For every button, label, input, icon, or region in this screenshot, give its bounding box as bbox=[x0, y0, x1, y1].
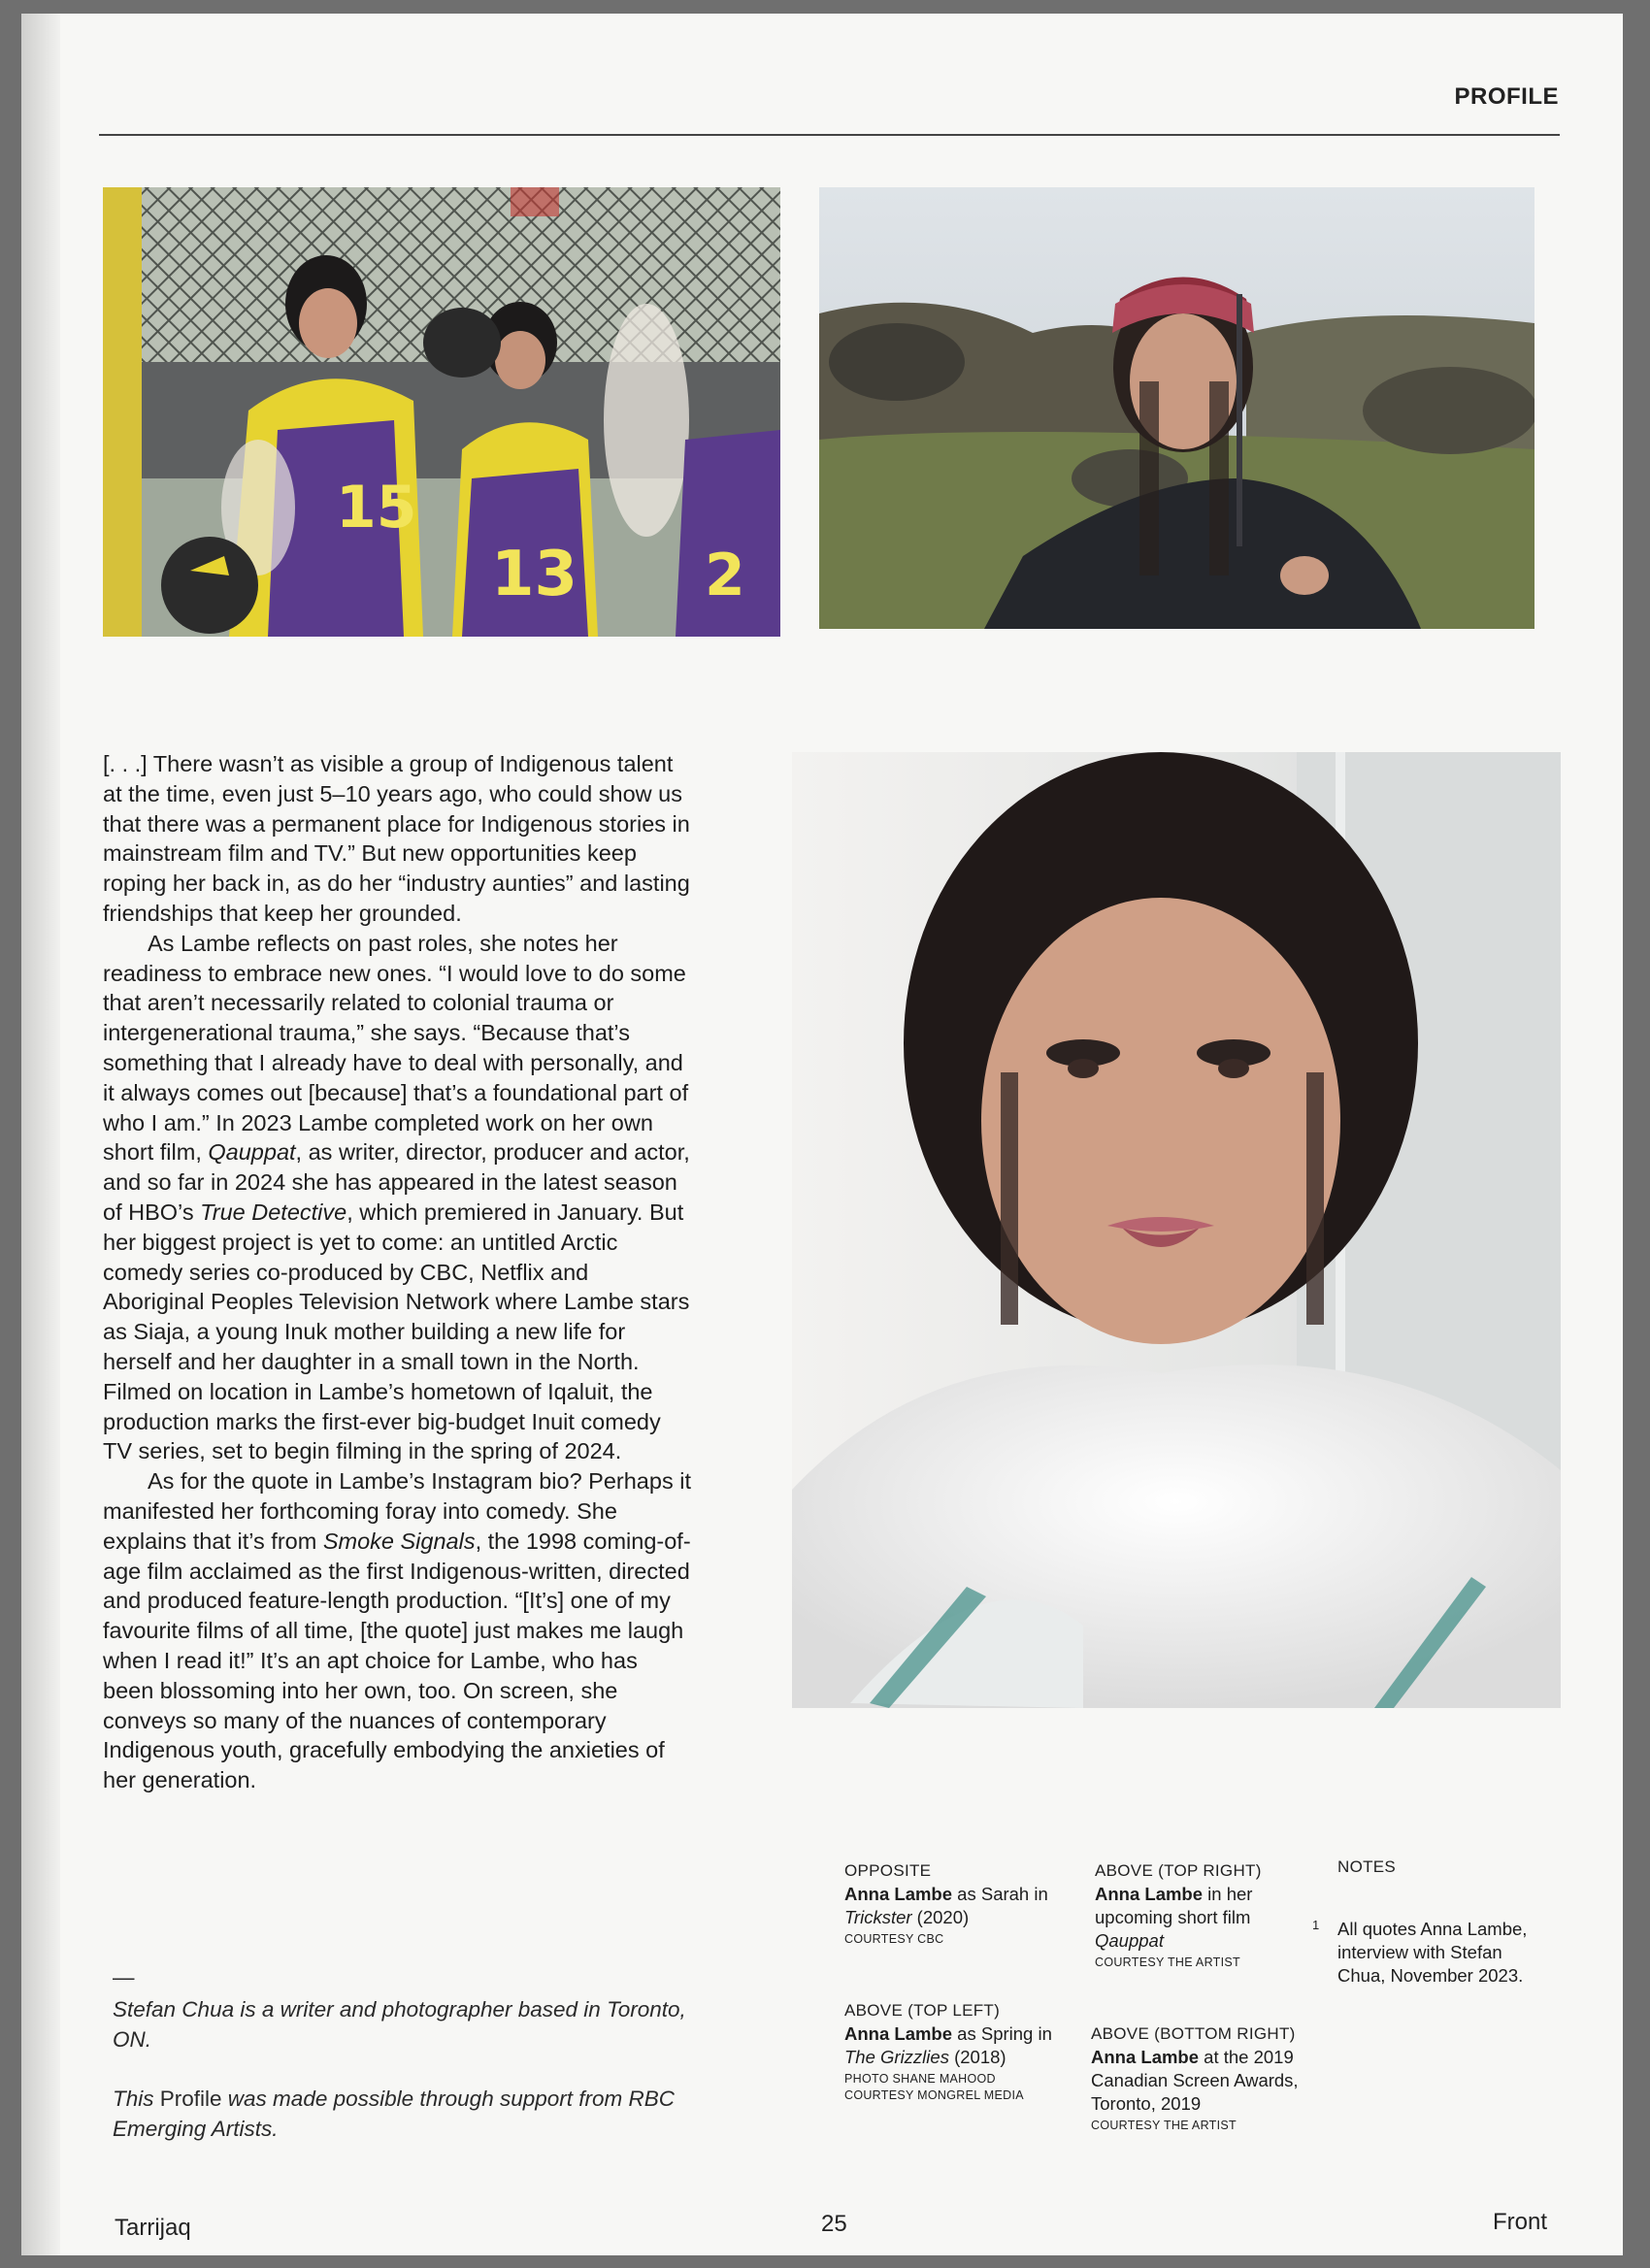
caption-credit: COURTESY CBC bbox=[844, 1932, 944, 1946]
show-title-true-detective: True Detective bbox=[200, 1199, 347, 1225]
page-gutter bbox=[21, 14, 60, 2255]
footer-section-name: Front bbox=[1493, 2209, 1548, 2235]
article-paragraph-1: [. . .] There wasn’t as visible a group of Indigenous talent at the time, even just 5–10 years ago, who could show us that there was a permanent place for Indigenous stories in mainstream film and TV.” But new opportunities keep roping her back in, as do her “industry aunties” and lasting friendships that keep her grounded. bbox=[103, 751, 690, 926]
caption-label: ABOVE (BOTTOM RIGHT) bbox=[1091, 2024, 1296, 2043]
author-bio: Stefan Chua is a writer and photographer based in Toronto, ON. bbox=[113, 1997, 686, 2052]
caption-title: The Grizzlies bbox=[844, 2047, 949, 2067]
caption-name: Anna Lambe bbox=[1091, 2047, 1200, 2067]
article-paragraph-2 bbox=[103, 929, 691, 1466]
support-profile-word: Profile bbox=[159, 2087, 222, 2111]
caption-credit-photo: PHOTO SHANE MAHOOD bbox=[844, 2072, 996, 2086]
caption-bottom-right bbox=[1091, 2022, 1304, 2134]
notes-heading: NOTES bbox=[1337, 1857, 1397, 1876]
svg-text:2: 2 bbox=[705, 542, 745, 609]
article-body bbox=[103, 749, 691, 1795]
film-title-smoke-signals: Smoke Signals bbox=[322, 1528, 476, 1554]
author-block bbox=[113, 1962, 695, 2144]
paragraph-2-text-a: As Lambe reflects on past roles, she notes her readiness to embrace new ones. “I would love to do some that aren’t necessarily related to colonial trauma or intergenerational trauma,” she says. “Because that’s something that I already have to deal with personally, and it always comes out [because] that’s a foundational part of who I am.” In 2023 Lambe completed work on her own short film, bbox=[103, 930, 689, 1166]
page-number: 25 bbox=[821, 2211, 847, 2237]
photo-top-left bbox=[103, 187, 780, 637]
svg-text:13: 13 bbox=[491, 539, 578, 610]
paragraph-2-text-c: , which premiered in January. But her biggest project is yet to come: an untitled Arctic comedy series co-produced by CBC, Netflix and Aboriginal Peoples Television Network where Lambe stars as Siaja, a young Inuk mother building a new life for herself and her daughter in a small town in the North. Filmed on location in Lambe’s hometown of Iqaluit, the production marks the first-ever big-budget Inuit comedy TV series, set to begin filming in the spring of 2024. bbox=[103, 1199, 690, 1464]
caption-name: Anna Lambe bbox=[1095, 1884, 1204, 1904]
caption-label: ABOVE (TOP LEFT) bbox=[844, 2001, 1001, 2020]
svg-text:15: 15 bbox=[336, 474, 417, 542]
support-text-a: This bbox=[113, 2087, 160, 2111]
magazine-page bbox=[21, 14, 1623, 2255]
caption-credit-courtesy: COURTESY MONGREL MEDIA bbox=[844, 2088, 1024, 2102]
author-dash: — bbox=[113, 1965, 135, 1989]
film-title-qauppat: Qauppat bbox=[208, 1139, 296, 1166]
photo-top-right bbox=[819, 187, 1534, 629]
caption-text: in her upcoming short film bbox=[1095, 1884, 1253, 1927]
caption-credit: COURTESY THE ARTIST bbox=[1095, 1956, 1240, 1969]
note-text: All quotes Anna Lambe, interview with Stefan Chua, November 2023. bbox=[1337, 1919, 1528, 1986]
caption-top-right bbox=[1095, 1859, 1299, 1971]
footer-magazine-name: Tarrijaq bbox=[115, 2215, 191, 2241]
support-text-b: was made possible through support from RBC Emerging Artists. bbox=[113, 2087, 676, 2141]
tundra-portrait-photo bbox=[819, 187, 1534, 629]
caption-opposite bbox=[844, 1859, 1087, 1948]
caption-name: Anna Lambe bbox=[844, 1884, 953, 1904]
caption-title: Trickster bbox=[844, 1907, 912, 1927]
caption-text: as Spring in bbox=[952, 2023, 1052, 2044]
article-paragraph-3 bbox=[103, 1466, 691, 1795]
paragraph-3-text-b: , the 1998 coming-of-age film acclaimed as the first Indigenous-written, directed and produced feature-length production. “[It’s] one of my favourite films of all time, [the quote] just makes me laugh when I read it!” It’s an apt choice for Lambe, who has been blossoming into her own, too. On screen, she conveys so many of the nuances of contemporary Indigenous youth, gracefully embodying the anxieties of her generation. bbox=[103, 1528, 691, 1793]
paragraph-3-text-a: As for the quote in Lambe’s Instagram bio? Perhaps it manifested her forthcoming foray into comedy. She explains that it’s from bbox=[103, 1468, 691, 1554]
caption-name: Anna Lambe bbox=[844, 2023, 953, 2044]
caption-label: OPPOSITE bbox=[844, 1861, 932, 1880]
caption-text: as Sarah in bbox=[952, 1884, 1048, 1904]
header-rule bbox=[99, 134, 1560, 136]
photo-bottom-right bbox=[792, 752, 1561, 1708]
section-label: PROFILE bbox=[1454, 83, 1559, 110]
support-note bbox=[113, 2084, 695, 2144]
caption-label: ABOVE (TOP RIGHT) bbox=[1095, 1861, 1262, 1880]
paragraph-2-text-b: , as writer, director, producer and actor, and so far in 2024 she has appeared in the latest season of HBO’s bbox=[103, 1139, 690, 1225]
note-number: 1 bbox=[1312, 1918, 1320, 1932]
caption-text-end: (2018) bbox=[948, 2047, 1006, 2067]
lacrosse-photo bbox=[103, 187, 780, 637]
caption-text-end: (2020) bbox=[911, 1907, 970, 1927]
caption-top-left bbox=[844, 1999, 1087, 2104]
caption-title: Qauppat bbox=[1095, 1930, 1164, 1951]
caption-credit: COURTESY THE ARTIST bbox=[1091, 2119, 1237, 2132]
award-portrait-photo bbox=[792, 752, 1561, 1708]
caption-text: at the 2019 Canadian Screen Awards, Toronto, 2019 bbox=[1091, 2047, 1299, 2114]
